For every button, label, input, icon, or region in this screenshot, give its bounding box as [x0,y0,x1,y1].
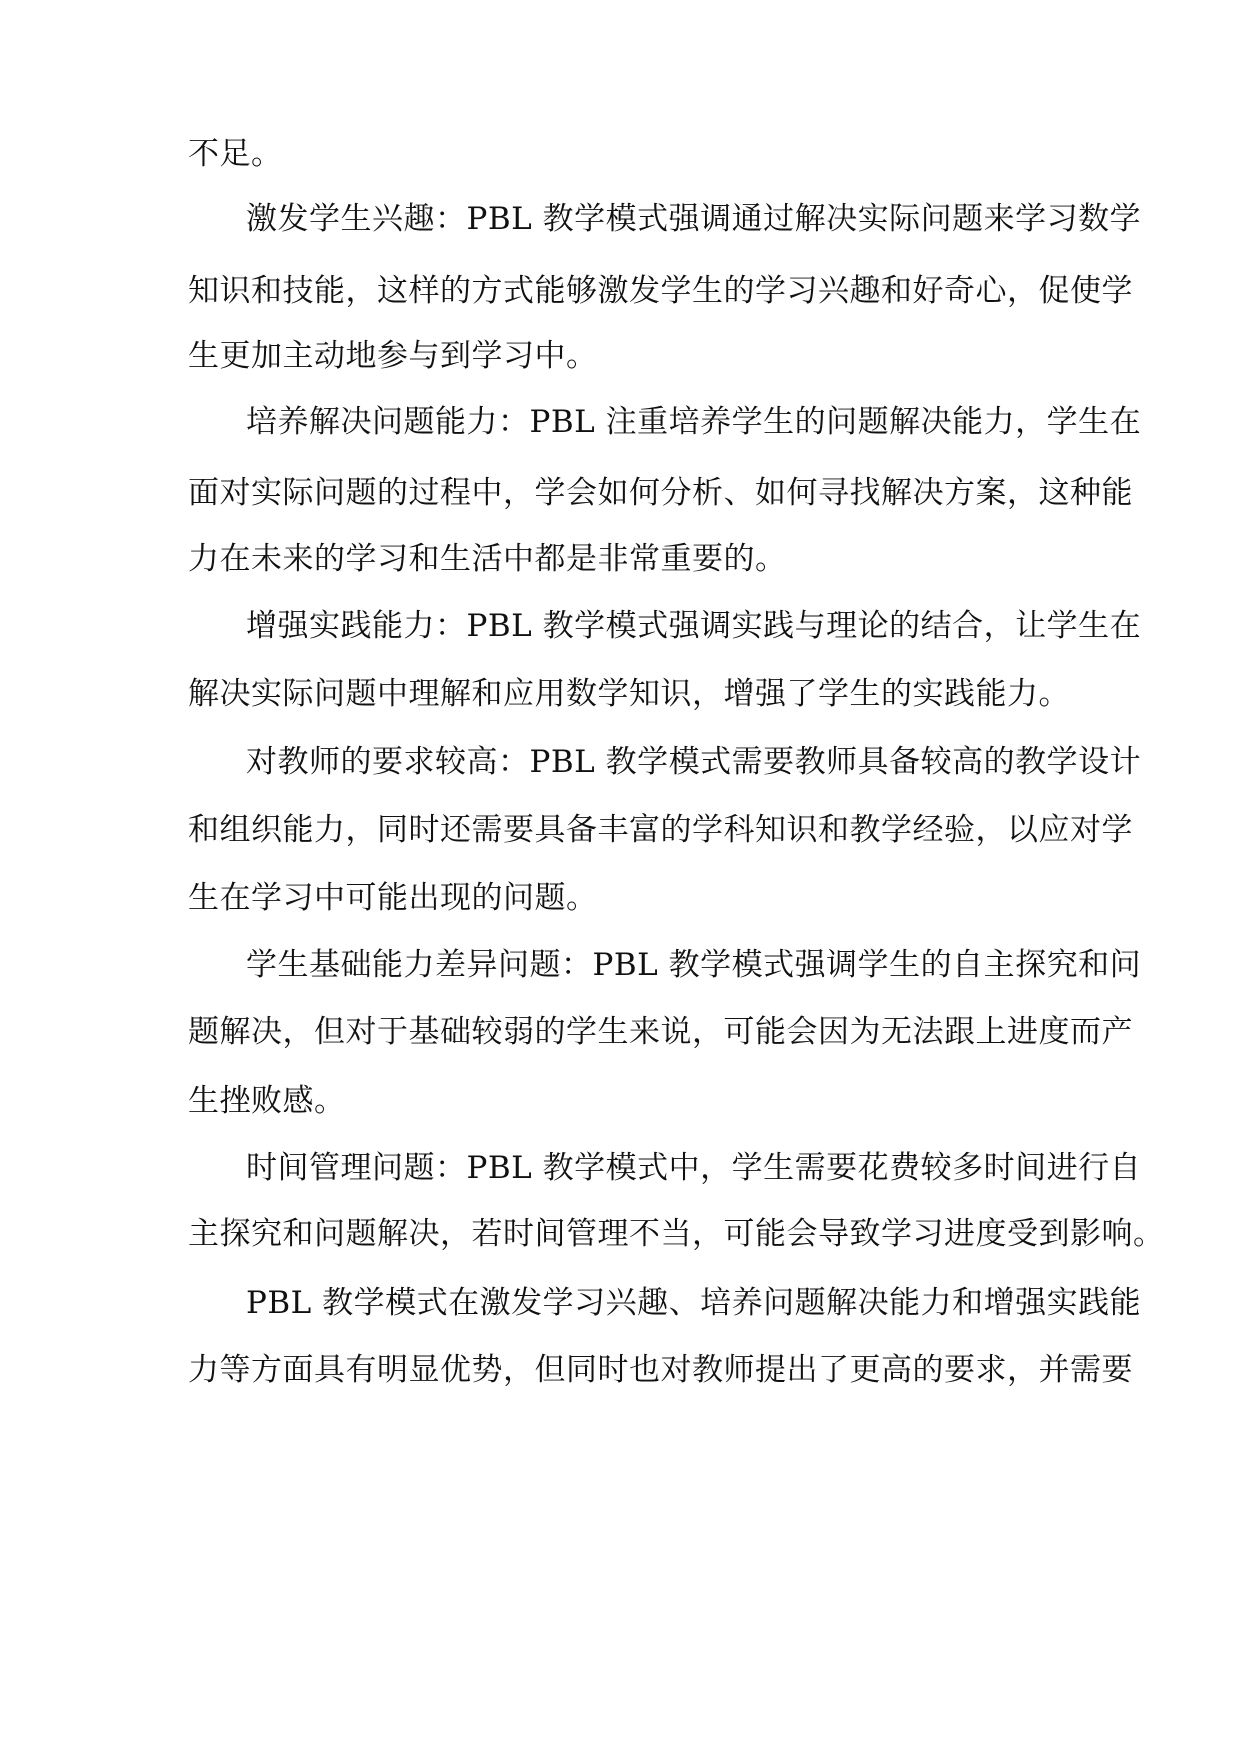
text-line: 生挫败感。 [188,1083,346,1119]
text-line: 力在未来的学习和生活中都是非常重要的。 [188,541,787,577]
paragraph-first-line: 激发学生兴趣：PBL 教学模式强调通过解决实际问题来学习数学 [246,201,1142,237]
text-line: 面对实际问题的过程中，学会如何分析、如何寻找解决方案，这种能 [188,475,1133,511]
paragraph-first-line: 对教师的要求较高：PBL 教学模式需要教师具备较高的教学设计 [246,744,1142,780]
text-line: 生在学习中可能出现的问题。 [188,880,598,916]
paragraph-first-line: 培养解决问题能力：PBL 注重培养学生的问题解决能力，学生在 [246,404,1142,440]
text-line: 力等方面具有明显优势，但同时也对教师提出了更高的要求，并需要 [188,1352,1133,1388]
text-line: 生更加主动地参与到学习中。 [188,338,598,374]
paragraph-first-line: 增强实践能力：PBL 教学模式强调实践与理论的结合，让学生在 [246,608,1142,644]
text-line: 和组织能力，同时还需要具备丰富的学科知识和教学经验，以应对学 [188,812,1133,848]
text-line: 题解决，但对于基础较弱的学生来说，可能会因为无法跟上进度而产 [188,1014,1133,1050]
text-line: 解决实际问题中理解和应用数学知识，增强了学生的实践能力。 [188,676,1070,712]
paragraph-first-line: PBL 教学模式在激发学习兴趣、培养问题解决能力和增强实践能 [246,1285,1142,1321]
text-line: 主探究和问题解决，若时间管理不当，可能会导致学习进度受到影响。 [188,1216,1165,1252]
text-line: 知识和技能，这样的方式能够激发学生的学习兴趣和好奇心，促使学 [188,273,1133,309]
text-line: 不足。 [188,136,283,172]
paragraph-first-line: 学生基础能力差异问题：PBL 教学模式强调学生的自主探究和问 [246,947,1142,983]
paragraph-first-line: 时间管理问题：PBL 教学模式中，学生需要花费较多时间进行自 [246,1150,1142,1186]
